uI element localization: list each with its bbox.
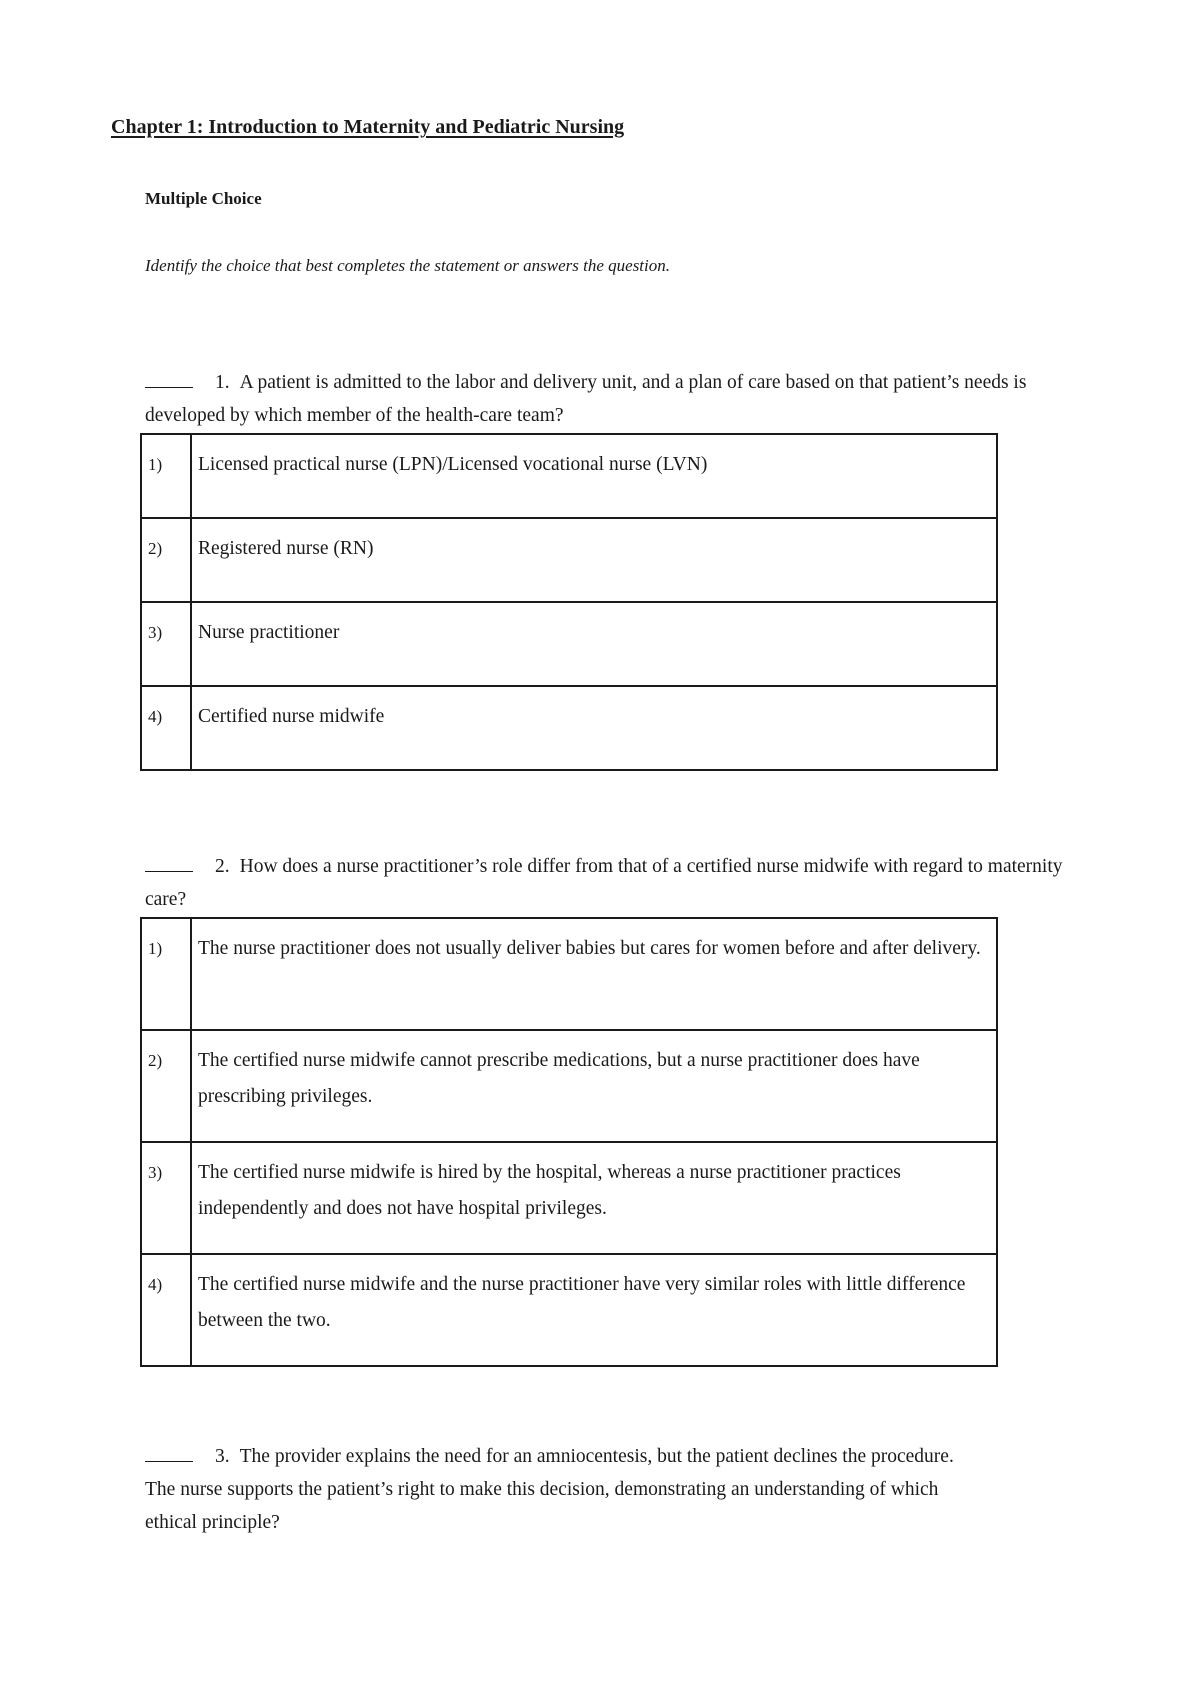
answer-blank[interactable] bbox=[145, 851, 193, 872]
section-heading: Multiple Choice bbox=[145, 189, 262, 208]
choice-text: Registered nurse (RN) bbox=[191, 518, 997, 602]
choice-label: 2) bbox=[141, 1030, 191, 1142]
choice-label: 4) bbox=[141, 1254, 191, 1366]
choice-label: 2) bbox=[141, 518, 191, 602]
question-1 bbox=[145, 366, 1075, 432]
question-3 bbox=[145, 1440, 985, 1539]
choice-text: The certified nurse midwife cannot prescribe medications, but a nurse practitioner does have prescribing privileges. bbox=[191, 1030, 997, 1142]
question-number: 3. bbox=[215, 1446, 230, 1467]
question-text: A patient is admitted to the labor and delivery unit, and a plan of care based on that patient’s needs is developed by which member of the health-care team? bbox=[145, 372, 1027, 426]
choice-row[interactable] bbox=[141, 686, 997, 770]
choice-text: Nurse practitioner bbox=[191, 602, 997, 686]
answer-blank[interactable] bbox=[145, 367, 193, 388]
choice-label: 1) bbox=[141, 918, 191, 1030]
choice-text: Certified nurse midwife bbox=[191, 686, 997, 770]
choice-text: The certified nurse midwife is hired by the hospital, whereas a nurse practitioner practices independently and does not have hospital privileges. bbox=[191, 1142, 997, 1254]
question-text: The provider explains the need for an amniocentesis, but the patient declines the procedure. The nurse supports the patient’s right to make this decision, demonstrating an understanding of which ethical principle? bbox=[145, 1446, 954, 1533]
choice-label: 4) bbox=[141, 686, 191, 770]
question-1-choices bbox=[140, 433, 998, 771]
question-2-choices bbox=[140, 917, 998, 1367]
choice-row[interactable] bbox=[141, 1254, 997, 1366]
choice-row[interactable] bbox=[141, 434, 997, 518]
chapter-title: Chapter 1: Introduction to Maternity and Pediatric Nursing bbox=[111, 116, 625, 138]
choice-row[interactable] bbox=[141, 602, 997, 686]
choice-text: Licensed practical nurse (LPN)/Licensed vocational nurse (LVN) bbox=[191, 434, 997, 518]
choice-row[interactable] bbox=[141, 1142, 997, 1254]
choice-label: 3) bbox=[141, 1142, 191, 1254]
choice-row[interactable] bbox=[141, 1030, 997, 1142]
choice-text: The certified nurse midwife and the nurse practitioner have very similar roles with little difference between the two. bbox=[191, 1254, 997, 1366]
question-2 bbox=[145, 850, 1075, 916]
answer-blank[interactable] bbox=[145, 1441, 193, 1462]
question-number: 1. bbox=[215, 372, 230, 393]
instructions: Identify the choice that best completes the statement or answers the question. bbox=[145, 256, 670, 275]
choice-row[interactable] bbox=[141, 918, 997, 1030]
choice-row[interactable] bbox=[141, 518, 997, 602]
question-number: 2. bbox=[215, 856, 230, 877]
question-text: How does a nurse practitioner’s role differ from that of a certified nurse midwife with regard to maternity care? bbox=[145, 856, 1063, 910]
choice-label: 3) bbox=[141, 602, 191, 686]
choice-text: The nurse practitioner does not usually deliver babies but cares for women before and after delivery. bbox=[191, 918, 997, 1030]
choice-label: 1) bbox=[141, 434, 191, 518]
